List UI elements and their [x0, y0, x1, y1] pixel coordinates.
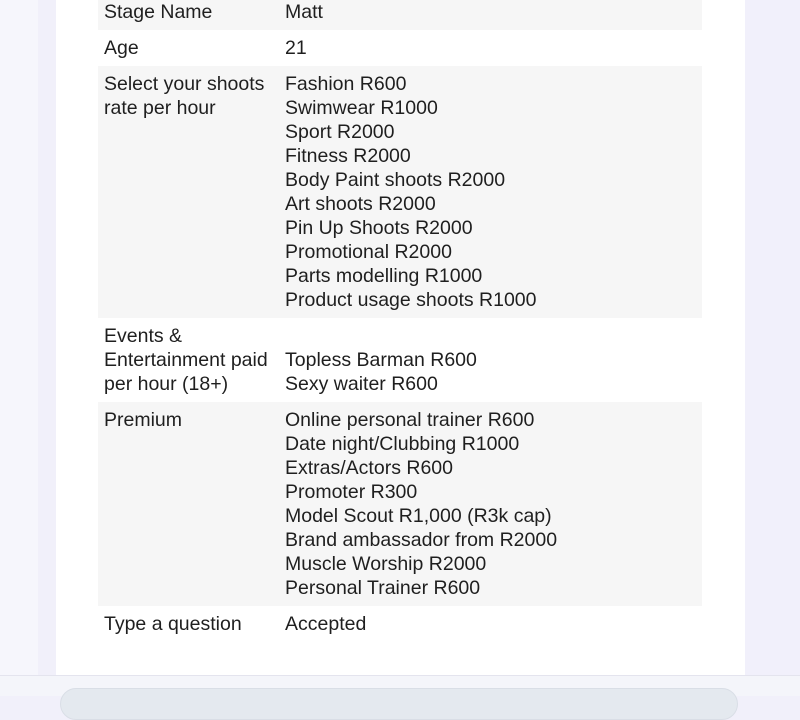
value-line: Muscle Worship R2000: [285, 553, 487, 575]
left-margin: [0, 0, 38, 675]
field-value-age: [279, 30, 702, 66]
value-line: Art shoots R2000: [285, 193, 436, 215]
value-line: Promoter R300: [285, 481, 418, 503]
table-row: [98, 402, 702, 606]
message-input[interactable]: [60, 688, 738, 720]
field-label-age: Age: [104, 37, 139, 59]
value-line: Product usage shoots R1000: [285, 289, 537, 311]
field-value-question: [279, 606, 702, 642]
value-line: Extras/Actors R600: [285, 457, 453, 479]
value-line: Date night/Clubbing R1000: [285, 433, 520, 455]
value-line: Fitness R2000: [285, 145, 411, 167]
form-response-card: [56, 0, 745, 675]
value-line: Matt: [285, 1, 323, 23]
value-line: Pin Up Shoots R2000: [285, 217, 473, 239]
value-line: Swimwear R1000: [285, 97, 438, 119]
table-row: [98, 66, 702, 318]
right-margin: [745, 0, 800, 675]
field-label-stage-name: Stage Name: [98, 0, 279, 30]
value-line: [285, 324, 696, 348]
value-line: Parts modelling R1000: [285, 265, 483, 287]
value-line: Fashion R600: [285, 73, 407, 95]
value-line: Online personal trainer R600: [285, 409, 535, 431]
field-label-premium: Premium: [98, 402, 279, 606]
field-label-events: Events & Entertainment paid per hour (18+): [104, 325, 268, 395]
value-line: Topless Barman R600: [285, 349, 477, 371]
table-row: [98, 0, 702, 30]
value-line: Sexy waiter R600: [285, 373, 438, 395]
value-line: 21: [285, 37, 307, 59]
field-value-shoot-rates: [279, 66, 702, 318]
field-value-events: [279, 318, 702, 402]
field-value-stage-name: [279, 0, 702, 30]
table-row: [98, 318, 702, 402]
value-line: Sport R2000: [285, 121, 395, 143]
value-line: Personal Trainer R600: [285, 577, 481, 599]
table-row: [98, 606, 702, 642]
value-line: Body Paint shoots R2000: [285, 169, 506, 191]
response-table: [98, 0, 702, 642]
value-line: Model Scout R1,000 (R3k cap): [285, 505, 552, 527]
value-line: Brand ambassador from R2000: [285, 529, 558, 551]
field-value-premium: [279, 402, 702, 606]
value-line: Accepted: [285, 613, 367, 635]
value-line: Promotional R2000: [285, 241, 452, 263]
table-row: [98, 30, 702, 66]
field-label-question: Type a question: [104, 613, 242, 635]
field-label-shoot-rates: Select your shoots rate per hour: [98, 66, 279, 318]
